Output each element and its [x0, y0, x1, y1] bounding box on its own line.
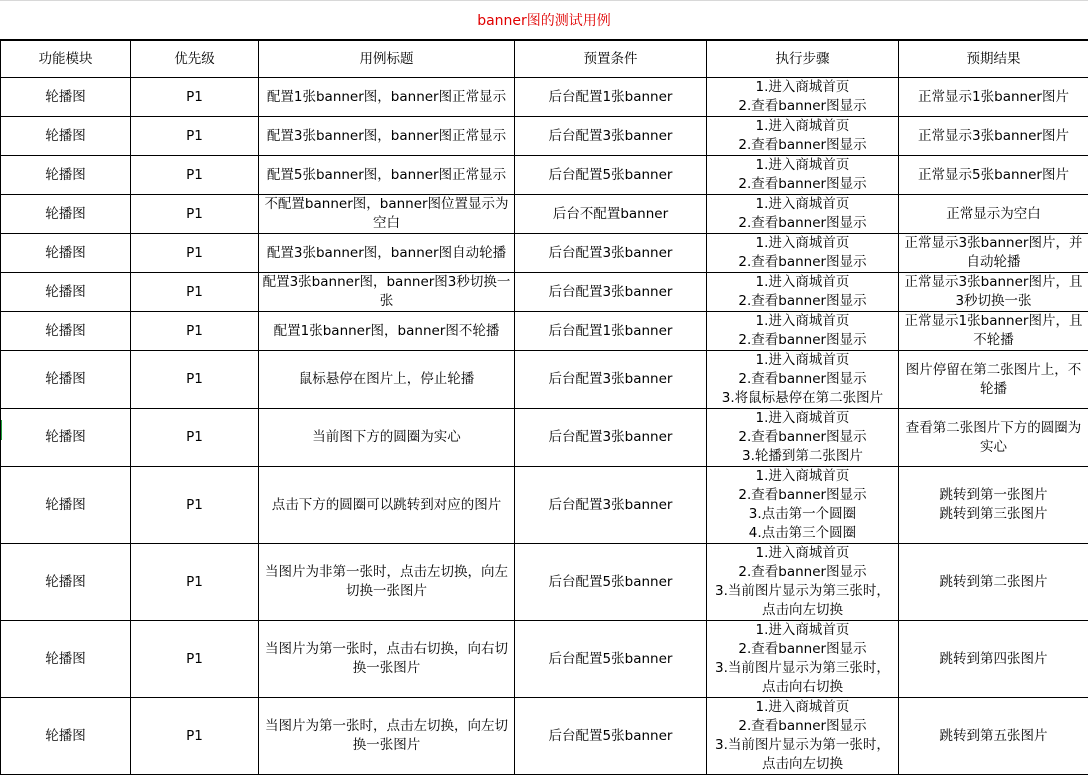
cell-expected[interactable]: 正常显示为空白 [899, 195, 1088, 234]
cell-module[interactable]: 轮播图 [1, 117, 131, 156]
cell-steps[interactable]: 1.进入商城首页 2.查看banner图显示 [707, 234, 899, 273]
cell-expected[interactable]: 正常显示3张banner图片，并自动轮播 [899, 234, 1088, 273]
cell-steps[interactable]: 1.进入商城首页 2.查看banner图显示 3.当前图片显示为第一张时，点击向左切换 [707, 698, 899, 775]
cell-priority[interactable]: P1 [131, 195, 259, 234]
cell-precondition[interactable]: 后台配置3张banner [515, 234, 707, 273]
cell-expected[interactable]: 跳转到第一张图片 跳转到第三张图片 [899, 467, 1088, 544]
cell-expected[interactable]: 正常显示1张banner图片 [899, 78, 1088, 117]
cell-module[interactable]: 轮播图 [1, 195, 131, 234]
cell-case-title[interactable]: 当前图下方的圆圈为实心 [259, 409, 515, 467]
header-case-title[interactable]: 用例标题 [259, 41, 515, 78]
cell-module[interactable]: 轮播图 [1, 273, 131, 312]
cell-priority[interactable]: P1 [131, 273, 259, 312]
cell-precondition[interactable]: 后台配置1张banner [515, 312, 707, 351]
header-expected[interactable]: 预期结果 [899, 41, 1088, 78]
cell-steps[interactable]: 1.进入商城首页 2.查看banner图显示 [707, 195, 899, 234]
cell-module[interactable]: 轮播图 [1, 312, 131, 351]
cell-precondition[interactable]: 后台配置5张banner [515, 156, 707, 195]
cell-expected[interactable]: 正常显示1张banner图片，且不轮播 [899, 312, 1088, 351]
cell-case-title[interactable]: 鼠标悬停在图片上，停止轮播 [259, 351, 515, 409]
table-row [1, 234, 1088, 273]
cell-case-title[interactable]: 配置1张banner图，banner图不轮播 [259, 312, 515, 351]
cell-case-title[interactable]: 点击下方的圆圈可以跳转到对应的图片 [259, 467, 515, 544]
cell-case-title[interactable]: 配置1张banner图，banner图正常显示 [259, 78, 515, 117]
cell-steps[interactable]: 1.进入商城首页 2.查看banner图显示 [707, 312, 899, 351]
cell-case-title[interactable]: 当图片为第一张时，点击左切换，向左切换一张图片 [259, 698, 515, 775]
cell-module[interactable]: 轮播图 [1, 156, 131, 195]
cell-priority[interactable]: P1 [131, 409, 259, 467]
cell-steps[interactable]: 1.进入商城首页 2.查看banner图显示 3.当前图片显示为第三张时，点击向右切换 [707, 621, 899, 698]
cell-precondition[interactable]: 后台不配置banner [515, 195, 707, 234]
header-row [1, 41, 1088, 78]
cell-priority[interactable]: P1 [131, 544, 259, 621]
cell-priority[interactable]: P1 [131, 117, 259, 156]
cell-precondition[interactable]: 后台配置3张banner [515, 409, 707, 467]
cell-precondition[interactable]: 后台配置5张banner [515, 698, 707, 775]
header-precondition[interactable]: 预置条件 [515, 41, 707, 78]
cell-case-title[interactable]: 配置3张banner图，banner图正常显示 [259, 117, 515, 156]
cell-expected[interactable]: 正常显示5张banner图片 [899, 156, 1088, 195]
cell-priority[interactable]: P1 [131, 698, 259, 775]
cell-steps[interactable]: 1.进入商城首页 2.查看banner图显示 [707, 273, 899, 312]
table-row [1, 156, 1088, 195]
cell-module[interactable]: 轮播图 [1, 467, 131, 544]
cell-expected[interactable]: 图片停留在第二张图片上，不轮播 [899, 351, 1088, 409]
cell-module[interactable]: 轮播图 [1, 698, 131, 775]
cell-case-title[interactable]: 当图片为第一张时，点击右切换，向右切换一张图片 [259, 621, 515, 698]
cell-steps[interactable]: 1.进入商城首页 2.查看banner图显示 3.当前图片显示为第三张时，点击向左切换 [707, 544, 899, 621]
cell-precondition[interactable]: 后台配置5张banner [515, 544, 707, 621]
cell-precondition[interactable]: 后台配置3张banner [515, 117, 707, 156]
cell-priority[interactable]: P1 [131, 312, 259, 351]
test-case-table [0, 40, 1088, 775]
cell-expected[interactable]: 跳转到第四张图片 [899, 621, 1088, 698]
table-row [1, 698, 1088, 775]
cell-steps[interactable]: 1.进入商城首页 2.查看banner图显示 [707, 117, 899, 156]
cell-expected[interactable]: 正常显示3张banner图片 [899, 117, 1088, 156]
cell-precondition[interactable]: 后台配置3张banner [515, 467, 707, 544]
cell-case-title[interactable]: 不配置banner图，banner图位置显示为空白 [259, 195, 515, 234]
cell-case-title[interactable]: 配置3张banner图，banner图自动轮播 [259, 234, 515, 273]
sheet-title: banner图的测试用例 [0, 10, 1088, 30]
cell-steps[interactable]: 1.进入商城首页 2.查看banner图显示 3.轮播到第二张图片 [707, 409, 899, 467]
cell-steps[interactable]: 1.进入商城首页 2.查看banner图显示 3.将鼠标悬停在第二张图片 [707, 351, 899, 409]
cell-module[interactable]: 轮播图 [1, 351, 131, 409]
header-steps[interactable]: 执行步骤 [707, 41, 899, 78]
cell-expected[interactable]: 查看第二张图片下方的圆圈为实心 [899, 409, 1088, 467]
cell-expected[interactable]: 跳转到第二张图片 [899, 544, 1088, 621]
table-row [1, 117, 1088, 156]
cell-priority[interactable]: P1 [131, 78, 259, 117]
table-row [1, 621, 1088, 698]
cell-precondition[interactable]: 后台配置3张banner [515, 273, 707, 312]
table-row [1, 409, 1088, 467]
cell-priority[interactable]: P1 [131, 351, 259, 409]
table-row [1, 467, 1088, 544]
cell-precondition[interactable]: 后台配置1张banner [515, 78, 707, 117]
cell-case-title[interactable]: 配置3张banner图，banner图3秒切换一张 [259, 273, 515, 312]
cell-case-title[interactable]: 配置5张banner图，banner图正常显示 [259, 156, 515, 195]
table-row [1, 544, 1088, 621]
cell-expected[interactable]: 跳转到第五张图片 [899, 698, 1088, 775]
cell-precondition[interactable]: 后台配置3张banner [515, 351, 707, 409]
cell-module[interactable]: 轮播图 [1, 544, 131, 621]
cell-expected[interactable]: 正常显示3张banner图片，且3秒切换一张 [899, 273, 1088, 312]
cell-priority[interactable]: P1 [131, 467, 259, 544]
cell-module[interactable]: 轮播图 [1, 409, 131, 467]
cell-priority[interactable]: P1 [131, 156, 259, 195]
cell-module[interactable]: 轮播图 [1, 621, 131, 698]
cell-steps[interactable]: 1.进入商城首页 2.查看banner图显示 [707, 78, 899, 117]
header-module[interactable]: 功能模块 [1, 41, 131, 78]
title-row[interactable] [0, 0, 1088, 40]
cell-steps[interactable]: 1.进入商城首页 2.查看banner图显示 [707, 156, 899, 195]
table-row [1, 351, 1088, 409]
cell-priority[interactable]: P1 [131, 234, 259, 273]
table-row [1, 195, 1088, 234]
table-row [1, 78, 1088, 117]
table-row [1, 273, 1088, 312]
cell-module[interactable]: 轮播图 [1, 78, 131, 117]
cell-priority[interactable]: P1 [131, 621, 259, 698]
cell-steps[interactable]: 1.进入商城首页 2.查看banner图显示 3.点击第一个圆圈 4.点击第三个圆圈 [707, 467, 899, 544]
header-priority[interactable]: 优先级 [131, 41, 259, 78]
cell-precondition[interactable]: 后台配置5张banner [515, 621, 707, 698]
table-row [1, 312, 1088, 351]
cell-case-title[interactable]: 当图片为非第一张时，点击左切换，向左切换一张图片 [259, 544, 515, 621]
cell-module[interactable]: 轮播图 [1, 234, 131, 273]
